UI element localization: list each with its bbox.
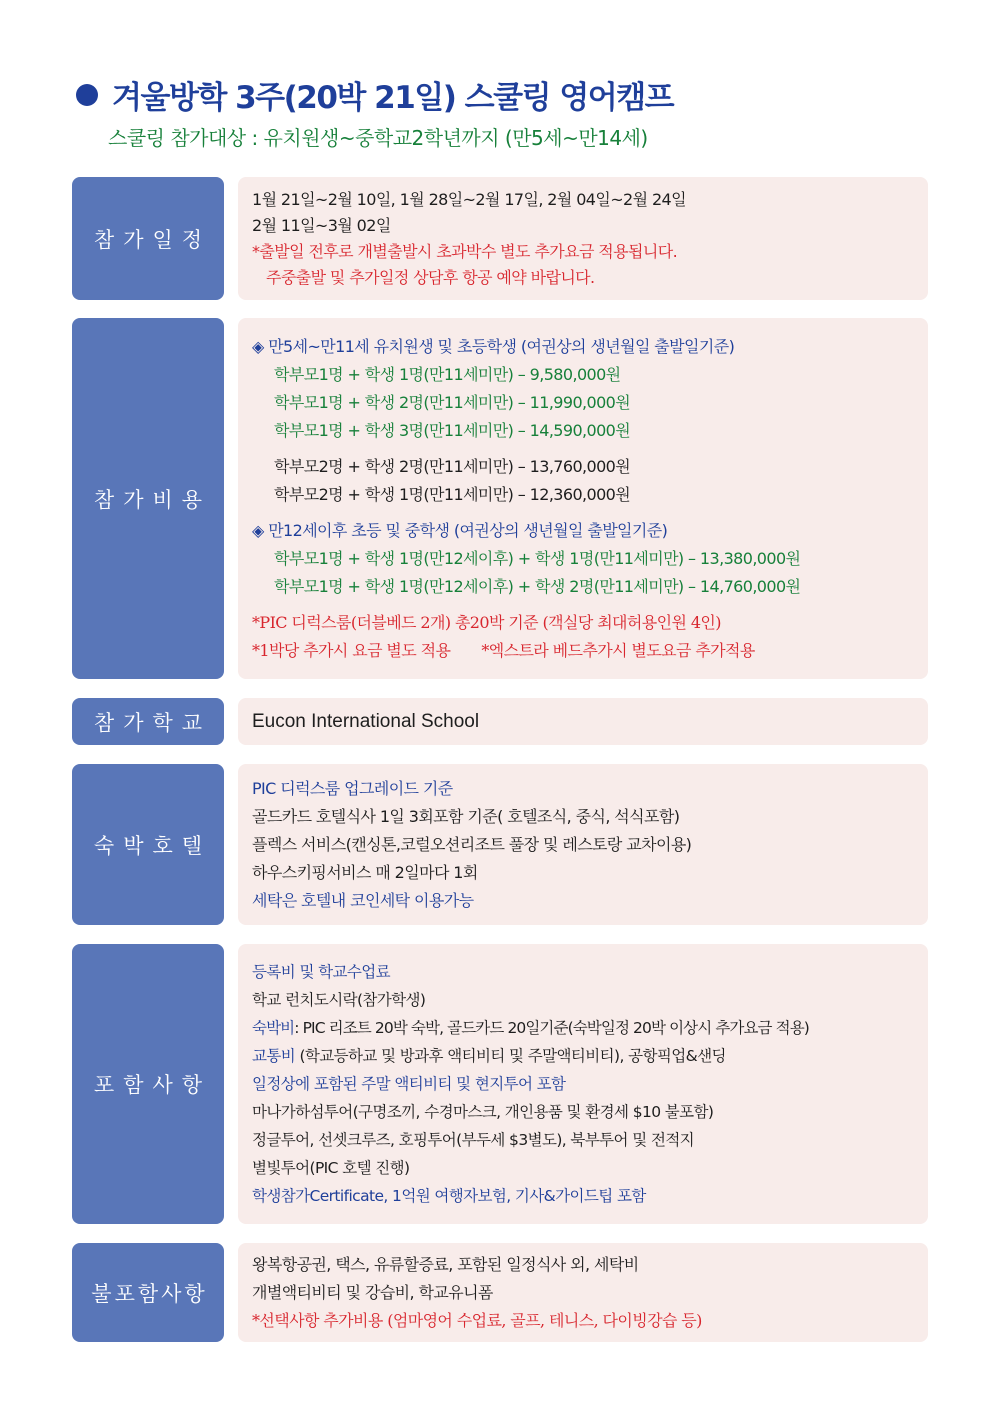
excluded-airfare: 왕복항공권, 택스, 유류할증료, 포함된 일정식사 외, 세탁비 xyxy=(252,1254,639,1274)
excluded-box xyxy=(238,1243,928,1342)
schedule-dates-1: 1월 21일~2월 10일, 1월 28일~2월 17일, 2월 04일~2월 24일 xyxy=(252,189,686,209)
included-section xyxy=(72,944,928,1224)
cost-label: 참가비용 xyxy=(72,318,224,679)
cost-note-extra xyxy=(252,637,916,665)
included-transport xyxy=(252,1042,916,1070)
included-managaha: 마나가하섬투어(구명조끼, 수경마스크, 개인용품 및 환경세 $10 불포함) xyxy=(252,1103,714,1121)
excluded-label: 불포함사항 xyxy=(72,1243,224,1342)
excluded-section xyxy=(72,1243,928,1342)
schedule-note-2: 주중출발 및 추가일정 상담후 항공 예약 바랍니다. xyxy=(266,267,595,287)
cost-group2-item: 학부모1명 + 학생 1명(만12세이후) + 학생 2명(만11세미만) – 14,760,000원 xyxy=(274,576,801,596)
cost-group1-note: (여권상의 생년월일 출발일기준) xyxy=(520,336,735,356)
hotel-laundry: 세탁은 호텔내 코인세탁 이용가능 xyxy=(252,890,474,910)
excluded-optional: *선택사항 추가비용 (엄마영어 수업료, 골프, 테니스, 다이빙강습 등) xyxy=(252,1310,702,1330)
cost-group1-item: 학부모1명 + 학생 2명(만11세미만) – 11,990,000원 xyxy=(274,392,631,412)
hotel-label: 숙박호텔 xyxy=(72,764,224,925)
cost-group1-heading xyxy=(252,333,916,361)
hotel-box xyxy=(238,764,928,925)
cost-group2-note: (여권상의 생년월일 출발일기준) xyxy=(453,520,668,540)
cost-group1-item: 학부모1명 + 학생 3명(만11세미만) – 14,590,000원 xyxy=(274,420,631,440)
included-lodging-detail: : PIC 리조트 20박 숙박, 골드카드 20일기준(숙박일정 20박 이상시 추가요금 적용) xyxy=(294,1019,809,1037)
cost-note-night: *1박당 추가시 요금 별도 적용 xyxy=(252,640,451,660)
excluded-activities: 개별액티비티 및 강습비, 학교유니폼 xyxy=(252,1282,493,1302)
school-name: Eucon International School xyxy=(252,710,480,732)
schedule-dates-2: 2월 11일~3월 02일 xyxy=(252,215,391,235)
hotel-housekeeping: 하우스키핑서비스 매 2일마다 1회 xyxy=(252,862,478,882)
schedule-note-1: *출발일 전후로 개별출발시 초과박수 별도 추가요금 적용됩니다. xyxy=(252,241,678,261)
page-title: 겨울방학 3주(20박 21일) 스쿨링 영어캠프 xyxy=(112,80,674,116)
schedule-box xyxy=(238,177,928,300)
included-lunch: 학교 런치도시락(참가학생) xyxy=(252,991,426,1009)
included-lodging-key: 숙박비 xyxy=(252,1019,295,1037)
included-label: 포함사항 xyxy=(72,944,224,1224)
page-subtitle: 스쿨링 참가대상 : 유치원생~중학교2학년까지 (만5세~만14세) xyxy=(108,126,648,150)
cost-group1-extra: 학부모2명 + 학생 2명(만11세미만) – 13,760,000원 xyxy=(274,456,631,476)
hotel-flex: 플렉스 서비스(캔싱톤,코럴오션리조트 풀장 및 레스토랑 교차이용) xyxy=(252,834,692,854)
included-lodging xyxy=(252,1014,916,1042)
included-transport-detail: (학교등하교 및 방과후 액티비티 및 주말액티비티), 공항픽업&샌딩 xyxy=(295,1047,726,1065)
hotel-section xyxy=(72,764,928,925)
header xyxy=(76,72,673,117)
included-tours: 정글투어, 선셋크루즈, 호핑투어(부두세 $3별도), 북부투어 및 전적지 xyxy=(252,1131,695,1149)
cost-group1-extra: 학부모2명 + 학생 1명(만11세미만) – 12,360,000원 xyxy=(274,484,631,504)
school-label: 참가학교 xyxy=(72,698,224,745)
cost-group2-title: ◈ 만12세이후 초등 및 중학생 xyxy=(252,520,450,540)
included-tuition: 등록비 및 학교수업료 xyxy=(252,963,391,981)
cost-group1-title: ◈ 만5세~만11세 유치원생 및 초등학생 xyxy=(252,336,517,356)
cost-box xyxy=(238,318,928,679)
schedule-label: 참가일정 xyxy=(72,177,224,300)
school-box xyxy=(238,698,928,745)
included-certificate: 학생참가Certificate, 1억원 여행자보험, 기사&가이드팁 포함 xyxy=(252,1187,646,1205)
included-transport-key: 교통비 xyxy=(252,1047,296,1065)
cost-note-room: *PIC 디럭스룸(더블베드 2개) 총20박 기준 (객실당 최대허용인원 4인) xyxy=(252,612,721,632)
cost-section xyxy=(72,318,928,679)
hotel-room: PIC 디럭스룸 업그레이드 기준 xyxy=(252,778,453,798)
bullet-dot-icon xyxy=(76,84,98,106)
school-section xyxy=(72,698,928,745)
cost-group2-heading xyxy=(252,517,916,545)
cost-group1-item: 학부모1명 + 학생 1명(만11세미만) – 9,580,000원 xyxy=(274,364,621,384)
included-starlight: 별빛투어(PIC 호텔 진행) xyxy=(252,1159,410,1177)
hotel-meals: 골드카드 호텔식사 1일 3회포함 기준( 호텔조식, 중식, 석식포함) xyxy=(252,806,680,826)
included-box xyxy=(238,944,928,1224)
cost-note-bed: *엑스트라 베드추가시 별도요금 추가적용 xyxy=(481,640,755,660)
cost-group2-item: 학부모1명 + 학생 1명(만12세이후) + 학생 1명(만11세미만) – 13,380,000원 xyxy=(274,548,801,568)
schedule-section xyxy=(72,177,928,300)
included-activities: 일정상에 포함된 주말 액티비티 및 현지투어 포함 xyxy=(252,1075,566,1093)
